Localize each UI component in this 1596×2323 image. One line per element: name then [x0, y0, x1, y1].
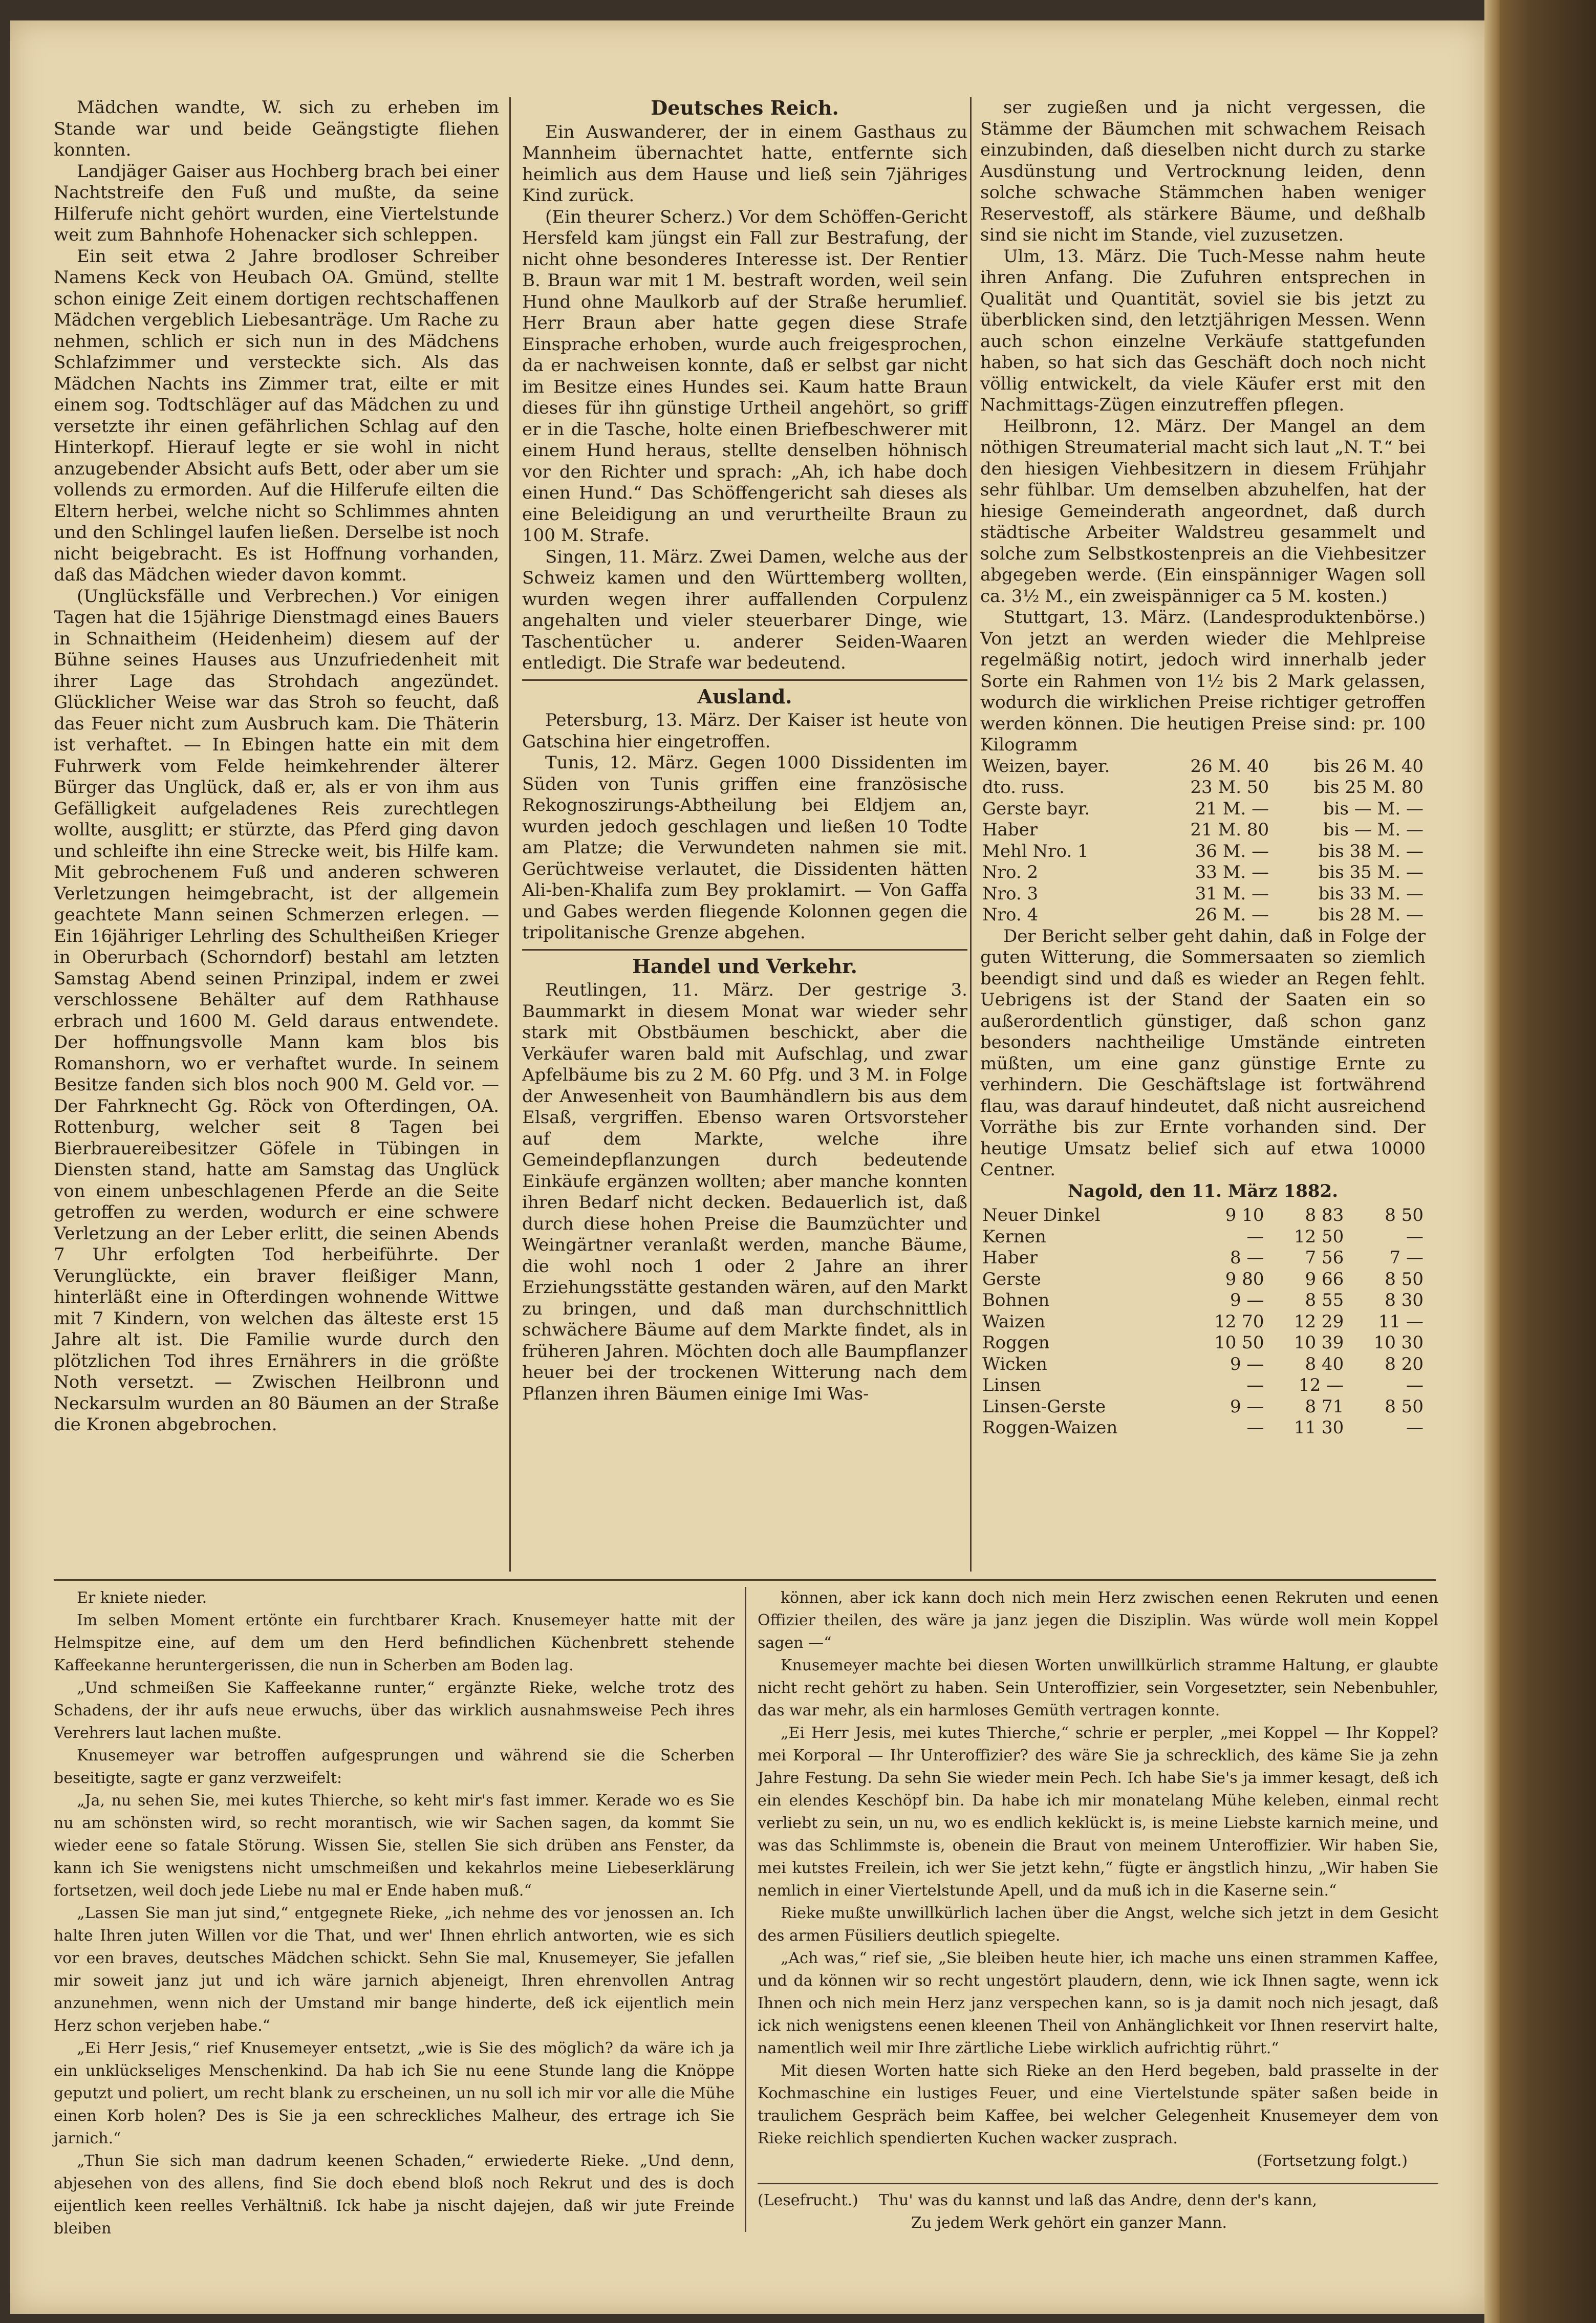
price-value: —: [1406, 1226, 1424, 1247]
motto-label: (Lesefrucht.): [758, 2191, 858, 2209]
price-value: 8 71: [1305, 1396, 1344, 1417]
price-value: 26 M. 40: [1190, 756, 1269, 777]
price-value: 8 83: [1305, 1205, 1344, 1225]
price-value: 12 —: [1299, 1375, 1344, 1395]
feuilleton-paragraph: Knusemeyer war betroffen aufgesprungen und während sie die Scherben beseitigte, sagte er ganz verzweifelt:: [54, 1747, 735, 1787]
article-paragraph: Petersburg, 13. März. Der Kaiser ist heute von Gatschina hier eingetroffen.: [522, 710, 967, 752]
section-heading-ausland: Ausland.: [697, 684, 792, 708]
feuilleton-paragraph: Im selben Moment ertönte ein furchtbarer Krach. Knusemeyer hatte mit der Helmspitze eine, auf dem um den Herd befindlichen Küchenbrett stehende Kaffeekanne heruntergerissen, die nun in Scherben am Boden lag.: [54, 1611, 735, 1674]
feuilleton-paragraph: können, aber ick kann doch nich mein Herz zwischen eenen Rekruten und eenen Offizier theilen, des wäre ja janz jegen die Disziplin. Was würde woll mein Koppel sagen —“: [758, 1589, 1438, 1652]
article-paragraph: Landjäger Gaiser aus Hochberg brach bei einer Nachtstreife den Fuß und mußte, da seine Hilferufe nicht gehört wurden, eine Viertelstunde weit zum Bahnhofe Hohenacker sich schleppen.: [54, 161, 499, 245]
feuilleton-paragraph: „Ach was,“ rief sie, „Sie bleiben heute hier, ich mache uns einen strammen Kaffee, und da können wir so recht ungestört plaudern, denn, wie ick Ihnen sagte, wenn ick Ihnen och nich mein Herz janz verspechen kann, so is ja damit noch nich jesagt, daß ick nich wenigstens eenen kleenen Theil von Anhänglichkeit vor Ihnen reservirt halte, namentlich weil mir Ihre zärtliche Liebe wirklich aufrichtig rührt.“: [758, 1949, 1438, 2057]
article-paragraph: (Ein theurer Scherz.) Vor dem Schöffen-Gericht Hersfeld kam jüngst ein Fall zur Bestrafung, der nicht ohne besonderes Interesse ist. Der Rentier B. Braun war mit 1 M. bestraft worden, weil sein Hund ohne Maulkorb auf der Straße herumlief. Herr Braun aber hatte gegen diese Strafe Einsprache erhoben, wurde auch freigesprochen, da er nachweisen konnte, daß er selbst gar nicht im Besitze eines Hundes sei. Kaum hatte Braun dieses für ihn günstige Urtheil angehört, so griff er in die Tasche, holte einen Briefbeschwerer mit einem Hund heraus, stellte denselben höhnisch vor den Richter und sprach: „Ah, ich habe doch einen Hund.“ Das Schöffengericht sah dieses als eine Beleidigung an und verurtheilte Braun zu 100 M. Strafe.: [522, 206, 967, 546]
feuilleton-paragraph: „Ei Herr Jesis, mei kutes Thierche,“ schrie er perpler, „mei Koppel — Ihr Koppel? mei Korporal — Ihr Unteroffizier? des wäre Sie ja schrecklich, des käme Sie ja zehn Jahre Festung. Da sehn Sie wieder mein Pech. Ich habe Sie's ja immer kesagt, deß ich ein elendes Keschöpf bin. Da habe ich mir monatelang Mühe keleben, einmal recht verliebt zu sein, un nu, wo es endlich keklückt is, is meine Liebste karnich meine, und was das Schlimmste is, obenein die Braut von meinem Unteroffizier. Wir haben Sie, mei kutstes Freilein, ich wer Sie jetzt kehn,“ fügte er ängstlich hinzu, „Wir haben Sie nemlich in einer Viertelstunde Apell, und da muß ich in die Kaserne sein.“: [758, 1724, 1438, 1900]
price-value: bis — M. —: [1323, 798, 1424, 819]
price-row: [980, 1375, 1426, 1396]
price-value: bis — M. —: [1323, 820, 1424, 840]
page-edge: [1484, 0, 1500, 2323]
price-value: —: [1246, 1417, 1264, 1438]
book-binding: [1484, 0, 1596, 2323]
price-value: 7 —: [1389, 1247, 1424, 1268]
continuation-note: (Fortsetzung folgt.): [1257, 2152, 1408, 2170]
price-value: —: [1246, 1226, 1264, 1247]
price-row: [980, 756, 1426, 778]
price-label: Weizen, bayer.: [982, 756, 1110, 777]
column-2: [522, 97, 967, 1572]
price-label: Neuer Dinkel: [982, 1205, 1101, 1225]
price-value: 8 55: [1305, 1290, 1344, 1310]
price-row: [980, 1417, 1426, 1439]
column-3: [980, 97, 1426, 1572]
article-paragraph: Ulm, 13. März. Die Tuch-Messe nahm heute ihren Anfang. Die Zufuhren entsprechen in Qualität und Quantität, soviel sie bis jetzt zu überblicken sind, den letztjährigen Messen. Wenn auch schon einzelne Verkäufe stattgefunden haben, so hat sich das Geschäft doch noch nicht völlig entwickelt, da viele Käufer erst mit den Nachmittags-Zügen einzutreffen pflegen.: [980, 246, 1426, 415]
price-value: 12 70: [1214, 1311, 1264, 1332]
feuilleton-paragraph: „Ei Herr Jesis,“ rief Knusemeyer entsetzt, „wie is Sie des möglich? da wäre ich ja ein unklückseliges Menschenkind. Da hab ich Sie nu eene Stunde lang die Knöppe geputzt und poliert, um recht blank zu erscheinen, un nu soll ich mir vor alle die Mühe einen Korb holen? Des is Sie ja een schreckliches Malheur, des ertrage ich Sie jarnich.“: [54, 2039, 735, 2147]
price-value: 8 30: [1385, 1290, 1424, 1310]
article-paragraph: Tunis, 12. März. Gegen 1000 Dissidenten im Süden von Tunis griffen eine französische Rekognoszirungs-Abtheilung bei Eldjem an, wurden jedoch geschlagen und ließen 10 Todte am Platze; die Verwundeten nahmen sie mit. Gerüchtweise verlautet, die Dissidenten hätten Ali-ben-Khalifa zum Bey proklamirt. — Von Gaffa und Gabes werden fliegende Kolonnen gegen die tripolitanische Grenze abgehen.: [522, 752, 967, 943]
feuilleton-paragraph: Knusemeyer machte bei diesen Worten unwillkürlich stramme Haltung, er glaubte nicht recht gehört zu haben. Sein Unteroffizier, sein Vorgesetzter, sein Nebenbuhler, das war mehr, als ein harmloses Gemüth vertragen konnte.: [758, 1657, 1438, 1719]
price-label: Nro. 3: [982, 883, 1039, 904]
price-row: [980, 1247, 1426, 1269]
column-divider: [970, 97, 972, 1572]
price-value: 8 50: [1385, 1396, 1424, 1417]
section-rule: [522, 949, 967, 951]
price-label: Wicken: [982, 1353, 1047, 1374]
price-row: [980, 1290, 1426, 1311]
price-value: 31 M. —: [1195, 883, 1269, 904]
feuilleton-divider: [54, 1579, 1436, 1581]
price-value: 11 30: [1293, 1417, 1344, 1438]
price-value: 10 50: [1214, 1332, 1264, 1353]
price-value: 8 50: [1385, 1205, 1424, 1225]
price-row: [980, 1227, 1426, 1248]
price-value: bis 33 M. —: [1318, 883, 1424, 904]
article-paragraph: Mädchen wandte, W. sich zu erheben im Stande war und beide Geängstigte fliehen konnten.: [54, 97, 499, 160]
price-label: Nro. 2: [982, 862, 1039, 883]
price-value: 7 56: [1305, 1247, 1344, 1268]
price-label: Mehl Nro. 1: [982, 841, 1089, 862]
price-value: 23 M. 50: [1190, 777, 1269, 798]
feuilleton-column-divider: [745, 1587, 746, 2232]
price-row: [980, 799, 1426, 820]
column-divider: [509, 97, 511, 1572]
price-value: —: [1246, 1375, 1264, 1395]
price-row: [980, 841, 1426, 863]
price-row: [980, 884, 1426, 905]
stuttgart-price-table: [980, 756, 1426, 926]
price-value: 21 M. —: [1195, 798, 1269, 819]
price-row: [980, 1205, 1426, 1227]
price-value: 26 M. —: [1195, 905, 1269, 925]
section-heading-handel: Handel und Verkehr.: [632, 954, 857, 978]
article-paragraph: (Unglücksfälle und Verbrechen.) Vor einigen Tagen hat die 15jährige Dienstmagd eines Bauers in Schnaitheim (Heidenheim) diesem auf der Bühne seines Hauses aus Unzufriedenheit mit ihrer Lage das Strohdach angezündet. Glücklicher Weise war das Stroh so feucht, daß das Feuer nicht zum Ausbruch kam. Die Thäterin ist verhaftet. — In Ebingen hatte ein mit dem Fuhrwerk vom Felde heimkehrender älterer Bürger das Unglück, daß er, als er von ihm aus Gefälligkeit aufgeladenes Reis zurechtlegen wollte, ausglitt; er stürzte, das Pferd ging davon und schleifte ihn eine Strecke weit, bis Hilfe kam. Mit gebrochenem Fuß und anderen schweren Verletzungen heimgebracht, ist der allgemein geachtete Mann seinen Schmerzen erlegen. — Ein 16jähriger Lehrling des Schultheißen Krieger in Oberurbach (Schorndorf) bestahl am letzten Samstag Abend seinen Prinzipal, indem er zwei verschlossene Behälter auf dem Rathhause erbrach und 1600 M. Geld daraus entwendete. Der hoffnungsvolle Mann kam blos bis Romanshorn, wo er verhaftet wurde. In seinem Besitze fanden sich blos noch 900 M. Geld vor. — Der Fahrknecht Gg. Röck von Ofterdingen, OA. Rottenburg, welcher seit 8 Tagen bei Bierbrauereibesitzer Göfele in Tübingen in Diensten stand, hatte am Samstag das Unglück von einem unbeschlagenen Pferde an die Seite getroffen zu werden, wodurch er eine schwere Verletzung an der Leber erlitt, die seinen Abends 7 Uhr erfolgten Tod herbeiführte. Der Verunglückte, ein braver fleißiger Mann, hinterläßt eine in Ofterdingen wohnende Wittwe mit 7 Kindern, von welchen das älteste erst 15 Jahre alt ist. Die Familie wurde durch den plötzlichen Tod ihres Ernährers in die größte Noth versetzt. — Zwischen Heilbronn und Neckarsulm wurden an 80 Bäumen an der Straße die Kronen abgebrochen.: [54, 586, 499, 1435]
price-value: —: [1406, 1375, 1424, 1395]
price-value: 10 39: [1293, 1332, 1344, 1353]
price-value: 8 50: [1385, 1268, 1424, 1289]
price-value: 10 30: [1373, 1332, 1424, 1353]
price-value: 9 —: [1230, 1353, 1264, 1374]
price-label: Bohnen: [982, 1290, 1050, 1310]
price-value: 9 10: [1225, 1205, 1264, 1225]
article-paragraph: Singen, 11. März. Zwei Damen, welche aus der Schweiz kamen und den Württemberg wollten, wurden wegen ihrer auffallenden Corpulenz angehalten und vieler steuerbarer Dinge, wie Taschentücher u. anderer Seiden-Waaren entledigt. Die Strafe war bedeutend.: [522, 546, 967, 673]
price-label: dto. russ.: [982, 777, 1065, 798]
price-value: 9 80: [1225, 1268, 1264, 1289]
price-row: [980, 1311, 1426, 1333]
feuilleton-left: [54, 1587, 735, 2240]
price-value: 9 —: [1230, 1290, 1264, 1310]
price-value: 9 —: [1230, 1396, 1264, 1417]
price-value: bis 38 M. —: [1318, 841, 1424, 862]
price-value: bis 35 M. —: [1318, 862, 1424, 883]
price-value: 21 M. 80: [1190, 820, 1269, 840]
price-label: Nro. 4: [982, 905, 1039, 925]
price-value: 11 —: [1378, 1311, 1424, 1332]
price-label: Linsen: [982, 1375, 1041, 1395]
column-1: [54, 97, 499, 1572]
article-paragraph: Ein Auswanderer, der in einem Gasthaus zu Mannheim übernachtet hatte, entfernte sich heimlich aus dem Hause und ließ sein 7jähriges Kind zurück.: [522, 121, 967, 206]
price-label: Roggen: [982, 1332, 1050, 1353]
article-paragraph: Der Bericht selber geht dahin, daß in Folge der guten Witterung, die Sommersaaten so ziemlich beendigt sind und daß es wieder an Regen fehlt. Uebrigens ist der Stand der Saaten ein so außerordentlich günstiger, daß schon ganz besonders nachtheilige Umstände eintreten müßten, um eine ganz günstige Ernte zu verhindern. Die Geschäftslage ist fortwährend flau, was darauf hindeutet, daß nicht ausreichend Vorräthe bis zur Ernte vorhanden sind. Der heutige Umsatz belief sich auf etwa 10000 Centner.: [980, 926, 1426, 1180]
feuilleton-paragraph: „Lassen Sie man jut sind,“ entgegnete Rieke, „ich nehme des vor jenossen an. Ich halte Ihren juten Willen vor die That, und wer' Ihnen ehrlich antworten, wie es sich vor een braves, deutsches Mädchen schickt. Sehn Sie mal, Knusemeyer, Sie jefallen mir soweit janz jut und ich wäre jarnich abjeneigt, Ihren ehrenvollen Antrag anzunehmen, wenn nich der Umstand mir bange hinderte, deß ick eijentlich mein Herz schon verjeben habe.“: [54, 1904, 735, 2035]
price-row: [980, 1396, 1426, 1418]
price-value: 12 50: [1293, 1226, 1344, 1247]
feuilleton-paragraph: Mit diesen Worten hatte sich Rieke an den Herd begeben, bald prasselte in der Kochmaschine ein lustiges Feuer, und eine Viertelstunde später saßen beide in traulichem Gespräch beim Kaffee, bei welcher Gelegenheit Knusemeyer dem von Rieke reichlich spendierten Kuchen wacker zusprach.: [758, 2062, 1438, 2147]
price-value: —: [1406, 1417, 1424, 1438]
price-label: Haber: [982, 820, 1038, 840]
price-value: 8 —: [1230, 1247, 1264, 1268]
price-value: 36 M. —: [1195, 841, 1269, 862]
price-value: 12 29: [1293, 1311, 1344, 1332]
section-heading-deutsches-reich: Deutsches Reich.: [651, 96, 839, 119]
motto-line: Zu jedem Werk gehört ein ganzer Mann.: [911, 2214, 1227, 2232]
price-label: Roggen-Waizen: [982, 1417, 1118, 1438]
feuilleton-paragraph: „Thun Sie sich man dadrum keenen Schaden,“ erwiederte Rieke. „Und denn, abjesehen von des allens, find Sie doch ebend bloß noch Rekrut und des is doch eijentlich keen reelles Verhältniß. Ick habe ja nischt dajejen, daß wir jute Freinde bleiben: [54, 2152, 735, 2238]
price-value: bis 26 M. 40: [1313, 756, 1424, 777]
price-row: [980, 777, 1426, 799]
price-label: Gerste bayr.: [982, 798, 1090, 819]
motto: [758, 2183, 1438, 2234]
price-value: 8 20: [1385, 1353, 1424, 1374]
feuilleton-paragraph: Er kniete nieder.: [77, 1589, 207, 1607]
price-row: [980, 862, 1426, 884]
nagold-heading: Nagold, den 11. März 1882.: [1067, 1180, 1339, 1201]
article-paragraph: Ein seit etwa 2 Jahre brodloser Schreiber Namens Keck von Heubach OA. Gmünd, stellte schon einige Zeit einem dortigen rechtschaffenen Mädchen vergeblich Liebesanträge. Um Rache zu nehmen, schlich er sich nun in des Mädchens Schlafzimmer und versteckte sich. Als das Mädchen Nachts ins Zimmer trat, eilte er mit einem sog. Todtschläger auf das Mädchen zu und versetzte ihr einen gefährlichen Schlag auf den Hinterkopf. Hierauf legte er sie wohl in nicht anzugebender Absicht aufs Bett, oder aber um sie vollends zu ermorden. Auf die Hilferufe eilten die Eltern herbei, welche nicht so Schlimmes ahnten und den Schlingel laufen ließen. Derselbe ist noch nicht beigebracht. Es ist Hoffnung vorhanden, daß das Mädchen wieder davon kommt.: [54, 246, 499, 585]
feuilleton-paragraph: „Und schmeißen Sie Kaffeekanne runter,“ ergänzte Rieke, welche trotz des Schadens, der ihr aufs neue erwuchs, über das wirklich ausnahmsweise Pech ihres Verehrers laut lachen mußte.: [54, 1679, 735, 1742]
article-paragraph: Stuttgart, 13. März. (Landesproduktenbörse.) Von jetzt an werden wieder die Mehlpreise regelmäßig notirt, jedoch wird innerhalb jeder Sorte ein Rahmen von 1½ bis 2 Mark gelassen, wodurch die wirklichen Preise richtiger getroffen werden können. Die heutigen Preise sind: pr. 100 Kilogramm: [980, 607, 1426, 755]
price-value: bis 28 M. —: [1318, 905, 1424, 925]
price-value: 33 M. —: [1195, 862, 1269, 883]
price-label: Waizen: [982, 1311, 1046, 1332]
price-value: 8 40: [1305, 1353, 1344, 1374]
article-paragraph: ser zugießen und ja nicht vergessen, die Stämme der Bäumchen mit schwachem Reisach einzubinden, daß dieselben nicht durch zu starke Ausdünstung und Vertrocknung leiden, denn solche schwache Stämmchen haben weniger Reservestoff, als stärkere Bäume, und deßhalb sind sie nicht im Stande, viel zuzusetzen.: [980, 97, 1426, 245]
price-row: [980, 1354, 1426, 1375]
price-value: bis 25 M. 80: [1313, 777, 1424, 798]
price-label: Linsen-Gerste: [982, 1396, 1106, 1417]
feuilleton-right: [758, 1587, 1438, 2234]
feuilleton-paragraph: Rieke mußte unwillkürlich lachen über die Angst, welche sich jetzt in dem Gesicht des armen Füsiliers deutlich spiegelte.: [758, 1904, 1438, 1945]
article-paragraph: Reutlingen, 11. März. Der gestrige 3. Baummarkt in diesem Monat war wieder sehr stark mit Obstbäumen beschickt, aber die Verkäufer waren bald mit Aufschlag, und zwar Apfelbäume bis zu 2 M. 60 Pfg. und 3 M. in Folge der Anwesenheit von Baumhändlern bis aus dem Elsaß, vergriffen. Ebenso waren Ortsvorsteher auf dem Markte, welche ihre Gemeindepflanzungen durch bedeutende Einkäufe ergänzen wollten; aber manche konnten ihren Bedarf nicht decken. Bedauerlich ist, daß durch diese hohen Preise die Baumzüchter und Weingärtner veranlaßt werden, manche Bäume, die wohl noch 1 oder 2 Jahre an ihrer Erziehungsstätte gestanden wären, auf den Markt zu bringen, und daß man durchschnittlich schwächere Bäume auf dem Markte findet, als in früheren Jahren. Möchten doch alle Baumpflanzer heuer bei der trockenen Witterung nach dem Pflanzen ihren Bäumen einige Imi Was-: [522, 980, 967, 1404]
price-label: Kernen: [982, 1226, 1046, 1247]
price-row: [980, 905, 1426, 926]
price-row: [980, 1269, 1426, 1290]
feuilleton-paragraph: „Ja, nu sehen Sie, mei kutes Thierche, so keht mir's fast immer. Kerade wo es Sie nu am schönsten wird, so recht morantisch, wie wir Sachen sagen, da kommt Sie wieder eene so fatale Störung. Wissen Sie, stellen Sie sich drüben ans Fenster, da kann ich Sie wenigstens nicht umschmeißen und kekahrlos meine Liebeserklärung fortsetzen, weil doch jede Liebe nu mal er Ende haben muß.“: [54, 1792, 735, 1900]
nagold-price-table: [980, 1205, 1426, 1439]
section-rule: [522, 679, 967, 681]
newspaper-page: [10, 20, 1484, 2314]
article-paragraph: Heilbronn, 12. März. Der Mangel an dem nöthigen Streumaterial macht sich laut „N. T.“ bei den hiesigen Viehbesitzern in diesem Frühjahr sehr fühlbar. Um demselben abzuhelfen, hat der hiesige Gemeinderath angeordnet, daß durch städtische Arbeiter Waldstreu gesammelt und solche zum Selbstkostenpreis an die Viehbesitzer abgegeben werde. (Ein einspänniger Wagen soll ca. 3½ M., ein zweispänniger ca 5 M. kosten.): [980, 416, 1426, 607]
price-row: [980, 820, 1426, 841]
price-label: Haber: [982, 1247, 1038, 1268]
price-value: 9 66: [1305, 1268, 1344, 1289]
motto-line: Thu' was du kannst und laß das Andre, denn der's kann,: [878, 2191, 1318, 2209]
price-row: [980, 1332, 1426, 1354]
price-label: Gerste: [982, 1268, 1041, 1289]
